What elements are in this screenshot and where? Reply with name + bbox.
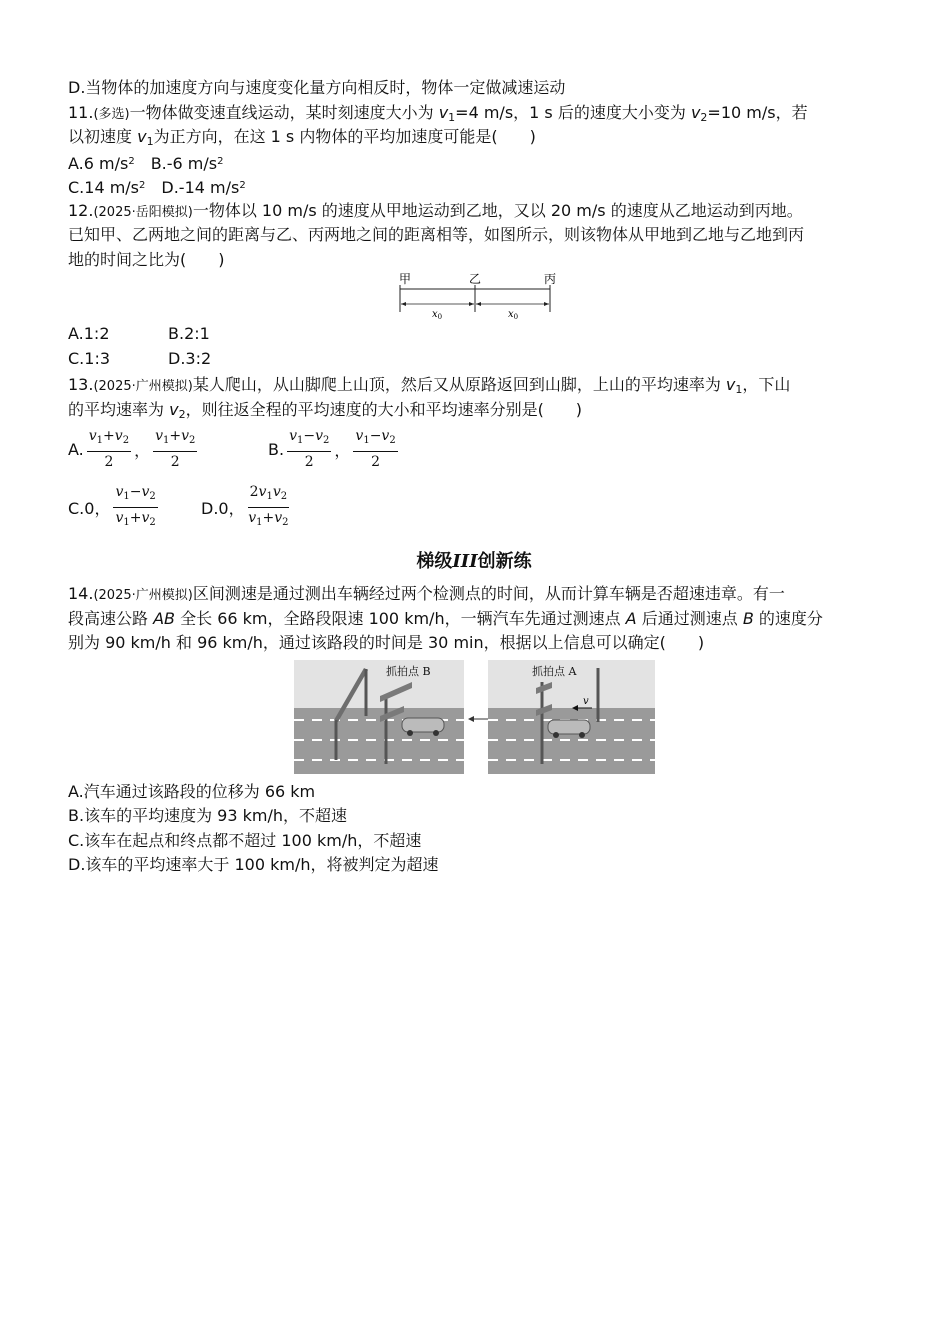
q14-stem-line3: 别为 90 km/h 和 96 km/h，通过该路段的时间是 30 min，根据以上信息可以确定( ) [68,633,705,652]
v1-symbol: v [137,127,147,146]
q12-stem-line2: 已知甲、乙两地之间的距离与乙、丙两地之间的距离相等，如图所示，则该物体从甲地到乙地与乙地到丙 [68,225,805,244]
q12-option-c: C.1:3 [68,348,111,368]
checkpoint-b-label: 抓拍点 B [386,664,431,678]
fraction: $\frac{v_1-v_2}{v_1+v_2}$ [115,483,156,528]
q13-number: 13. [68,375,94,394]
q13-stem-line2 [68,398,880,423]
q11-option-b: B.-6 $m/s^2$ [150,153,224,173]
q13-stem-line1 [68,373,880,398]
q12-option-d: D.3:2 [168,348,212,368]
arrowhead [401,302,406,306]
q12-stem-line3: 地的时间之比为( ) [68,249,225,269]
q14-tag: (2025·广州模拟) [93,588,193,603]
arrowhead [544,302,549,306]
subscript: 1 [146,135,154,148]
v2-symbol: v [690,102,701,122]
q13-option-b: B. $\frac{v_1-v_2}{2}$ ， $\frac{v_1-v_2}{2}$ [268,428,396,470]
q12-number: 12. [68,200,94,220]
q11-option-c: C.14 $m/s^2$ [68,178,146,197]
fraction: $\frac{2v_1v_2}{v_1+v_2}$ [248,483,289,528]
q11-option-d: D.-14 $m/s^2$ [161,178,246,197]
q14-option-d: D.该车的平均速率大于 100 km/h，将被判定为超速 [68,855,439,874]
q13-option-d: D.0， $\frac{2v_1v_2}{v_1+v_2}$ [201,482,292,533]
q13-tag: (2025·广州模拟) [93,379,193,394]
q11-v1-eq: =4 m/s，1 s 后的速度大小变为 [455,102,691,122]
q14-stem-line1 [68,582,880,607]
subscript: 2 [178,407,186,421]
q12-figure [68,272,880,322]
v1-symbol: v [438,102,449,122]
point-jia-label: 甲 [399,272,412,286]
q11-stem-b1: 以初速度 [68,127,138,146]
q14-number: 14. [68,584,94,603]
q11-stem-b2: 为正方向，在这 1 s 内物体的平均加速度可能是( ) [153,127,536,146]
q12-stem1: 一物体以 10 m/s 的速度从甲地运动到乙地，又以 20 m/s 的速度从乙地运动到丙地。 [192,200,803,220]
subscript: 2 [700,110,708,124]
checkpoint-b-panel [294,660,464,774]
q14-stem1: 区间测速是通过测出车辆经过两个检测点的时间，从而计算车辆是否超速违章。有一 [192,584,785,603]
point-bing-label: 丙 [544,272,557,286]
q11-stem-line2 [68,125,880,150]
v2-symbol: v [169,399,179,419]
q13-option-a: A. $\frac{v_1+v_2}{2}$ ， $\frac{v_1+v_2}{2}$ [68,428,196,470]
velocity-label: v [583,695,589,707]
q12-option-b: B.2:1 [168,324,210,343]
q13-stem1b: ，下山 [742,375,791,394]
subscript: 1 [448,110,456,124]
q11-v2-eq: =10 m/s，若 [707,102,808,122]
q11-options-ab [68,150,880,175]
page-content [68,76,880,878]
q12-options-ab [68,322,880,347]
fraction: $\frac{v_1-v_2}{2}$ [289,428,330,470]
fraction: $\frac{v_1+v_2}{2}$ [88,428,130,470]
q13-option-c: C.0， $\frac{v_1-v_2}{v_1+v_2}$ [68,482,201,533]
q12-stem-line1 [68,199,880,224]
q11-options-cd [68,174,880,199]
segment-label-1: $x_0$ [432,309,443,321]
checkpoint-a-label: 抓拍点 A [532,664,577,678]
q12-options-cd [68,347,880,372]
q14-option-a: A.汽车通过该路段的位移为 66 km [68,781,316,801]
q12-option-a: A.1:2 [68,324,110,343]
arrowhead [476,302,481,306]
q12-tag: (2025·岳阳模拟) [93,204,193,220]
q14-stem-line2: 段高速公路 AB 全长 66 km，全路段限速 100 km/h，一辆汽车先通过测速点 A 后通过测速点 B 的速度分 [68,608,823,628]
q14-figure [68,660,880,780]
section-title: 梯级III创新练 [416,551,532,572]
q13-stem1: 某人爬山，从山脚爬上山顶，然后又从原路返回到山脚，上山的平均速率为 [192,375,726,394]
checkpoint-a-panel [488,660,655,774]
point-yi-label: 乙 [469,272,482,286]
fraction: $\frac{v_1-v_2}{2}$ [355,428,396,470]
v1-symbol: v [725,375,736,394]
q10-option-d: D.当物体的加速度方向与速度变化量方向相反时，物体一定做减速运动 [68,78,566,97]
distance-diagram [68,272,880,322]
fraction: $\frac{v_1+v_2}{2}$ [155,428,196,470]
q13-stem2a: 的平均速率为 [68,399,170,419]
q14-option-c: C.该车在起点和终点都不超过 100 km/h，不超速 [68,830,422,850]
subscript: 1 [735,383,743,396]
q11-option-a: A.6 $m/s^2$ [68,153,135,173]
segment-label-2: $x_0$ [508,309,519,321]
q11-stem-a: 一物体做变速直线运动，某时刻速度大小为 [129,102,439,122]
q14-option-b: B.该车的平均速度为 93 km/h，不超速 [68,806,347,825]
q13-stem2b: ，则往返全程的平均速度的大小和平均速率分别是( ) [185,399,583,419]
q13-options-ab [68,424,880,474]
q11-tag: (多选) [93,106,130,122]
q13-options-cd [68,482,880,532]
arrowhead [469,302,474,306]
q11-number: 11. [68,102,94,122]
q11-stem-line1 [68,101,880,126]
